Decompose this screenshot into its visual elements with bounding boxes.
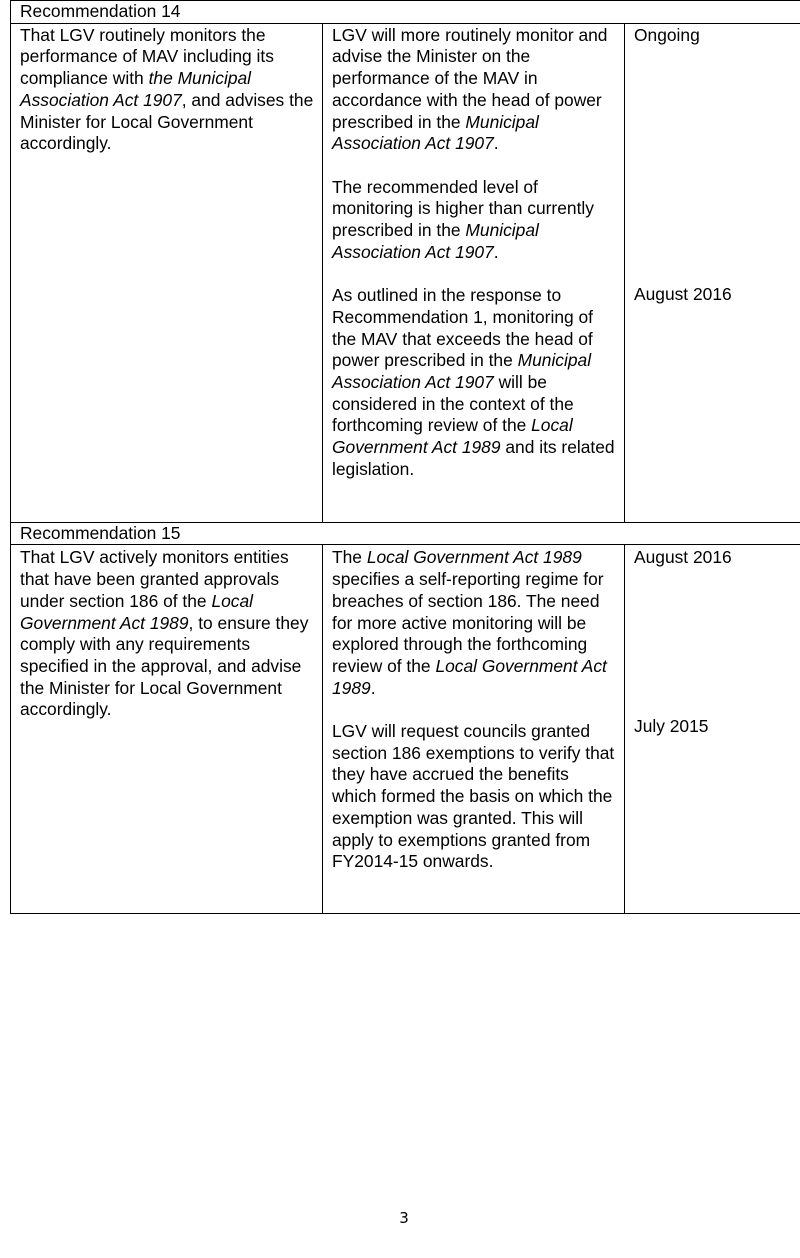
response-15-paragraph-2 xyxy=(332,721,616,873)
timing-15-1: August 2016 xyxy=(634,547,732,568)
timing-14-2: August 2016 xyxy=(634,283,732,304)
italic-text-run: Local Government Act 1989 xyxy=(332,655,607,698)
italic-text-run: Municipal Association Act 1907 xyxy=(332,111,539,154)
text-run: That LGV routinely monitors the performance of MAV including its compliance with xyxy=(20,24,274,89)
response-15-paragraph-1 xyxy=(332,547,616,699)
text-run: The recommended level of monitoring is higher than currently prescribed in the xyxy=(332,176,594,241)
response-14-paragraph-3 xyxy=(332,285,616,480)
text-run: LGV will more routinely monitor and advise the Minister on the performance of the MAV in accordance with the head of power prescribed in the xyxy=(332,24,608,132)
timing-15-2: July 2015 xyxy=(634,716,709,737)
recommendations-table xyxy=(10,0,800,914)
recommendation-15-header-row xyxy=(11,522,800,545)
recommendation-15-timing xyxy=(625,545,800,914)
recommendation-14-text xyxy=(11,23,323,522)
page-number: 3 xyxy=(399,1209,409,1227)
text-run: The xyxy=(332,547,367,568)
recommendation-14-heading: Recommendation 14 xyxy=(11,1,800,24)
timing-14-1: Ongoing xyxy=(634,24,700,45)
text-run: will be considered in the context of the forthcoming review of the xyxy=(332,371,574,436)
recommendation-15-heading: Recommendation 15 xyxy=(11,522,800,545)
recommendation-15-text xyxy=(11,545,323,914)
recommendation-15-paragraph xyxy=(20,547,314,721)
text-run: LGV will request councils granted section 186 exemptions to verify that they have accrued the benefits which formed the basis on which the exemption was granted. This will apply to exemptions granted from FY2014-15 onwards. xyxy=(332,721,615,872)
text-run: , to ensure they comply with any requirements specified in the approval, and advise the Minister for Local Government accordingly. xyxy=(20,612,309,720)
italic-text-run: Local Government Act 1989 xyxy=(366,547,582,568)
recommendation-15-row xyxy=(11,545,800,914)
italic-text-run: Local Government Act 1989 xyxy=(332,415,573,458)
text-run: and its related legislation. xyxy=(332,437,615,479)
text-run: That LGV actively monitors entities that have been granted approvals under section 186 of the xyxy=(20,547,289,611)
text-run: specifies a self-reporting regime for breaches of section 186. The need for more active monitoring will be explored through the forthcoming review of the xyxy=(332,569,604,676)
response-14-paragraph-1 xyxy=(332,25,616,155)
text-run: . xyxy=(493,133,499,154)
recommendation-14-row xyxy=(11,23,800,522)
recommendation-15-response xyxy=(323,545,625,914)
recommendation-14-timing xyxy=(625,23,800,522)
italic-text-run: Municipal Association Act 1907 xyxy=(332,350,592,392)
text-run: , and advises the Minister for Local Government accordingly. xyxy=(20,89,314,154)
recommendation-14-response xyxy=(323,23,625,522)
italic-text-run: Municipal Association Act 1907 xyxy=(332,220,539,262)
recommendation-14-paragraph xyxy=(20,25,314,155)
italic-text-run: the Municipal Association Act 1907 xyxy=(20,68,252,110)
text-run: As outlined in the response to Recommendation 1, monitoring of the MAV that exceeds the head of power prescribed in the xyxy=(332,285,593,371)
text-run: . xyxy=(493,241,499,262)
italic-text-run: Local Government Act 1989 xyxy=(20,590,254,633)
recommendation-14-header-row xyxy=(11,1,800,24)
text-run: . xyxy=(370,677,376,698)
response-14-paragraph-2 xyxy=(332,177,616,264)
